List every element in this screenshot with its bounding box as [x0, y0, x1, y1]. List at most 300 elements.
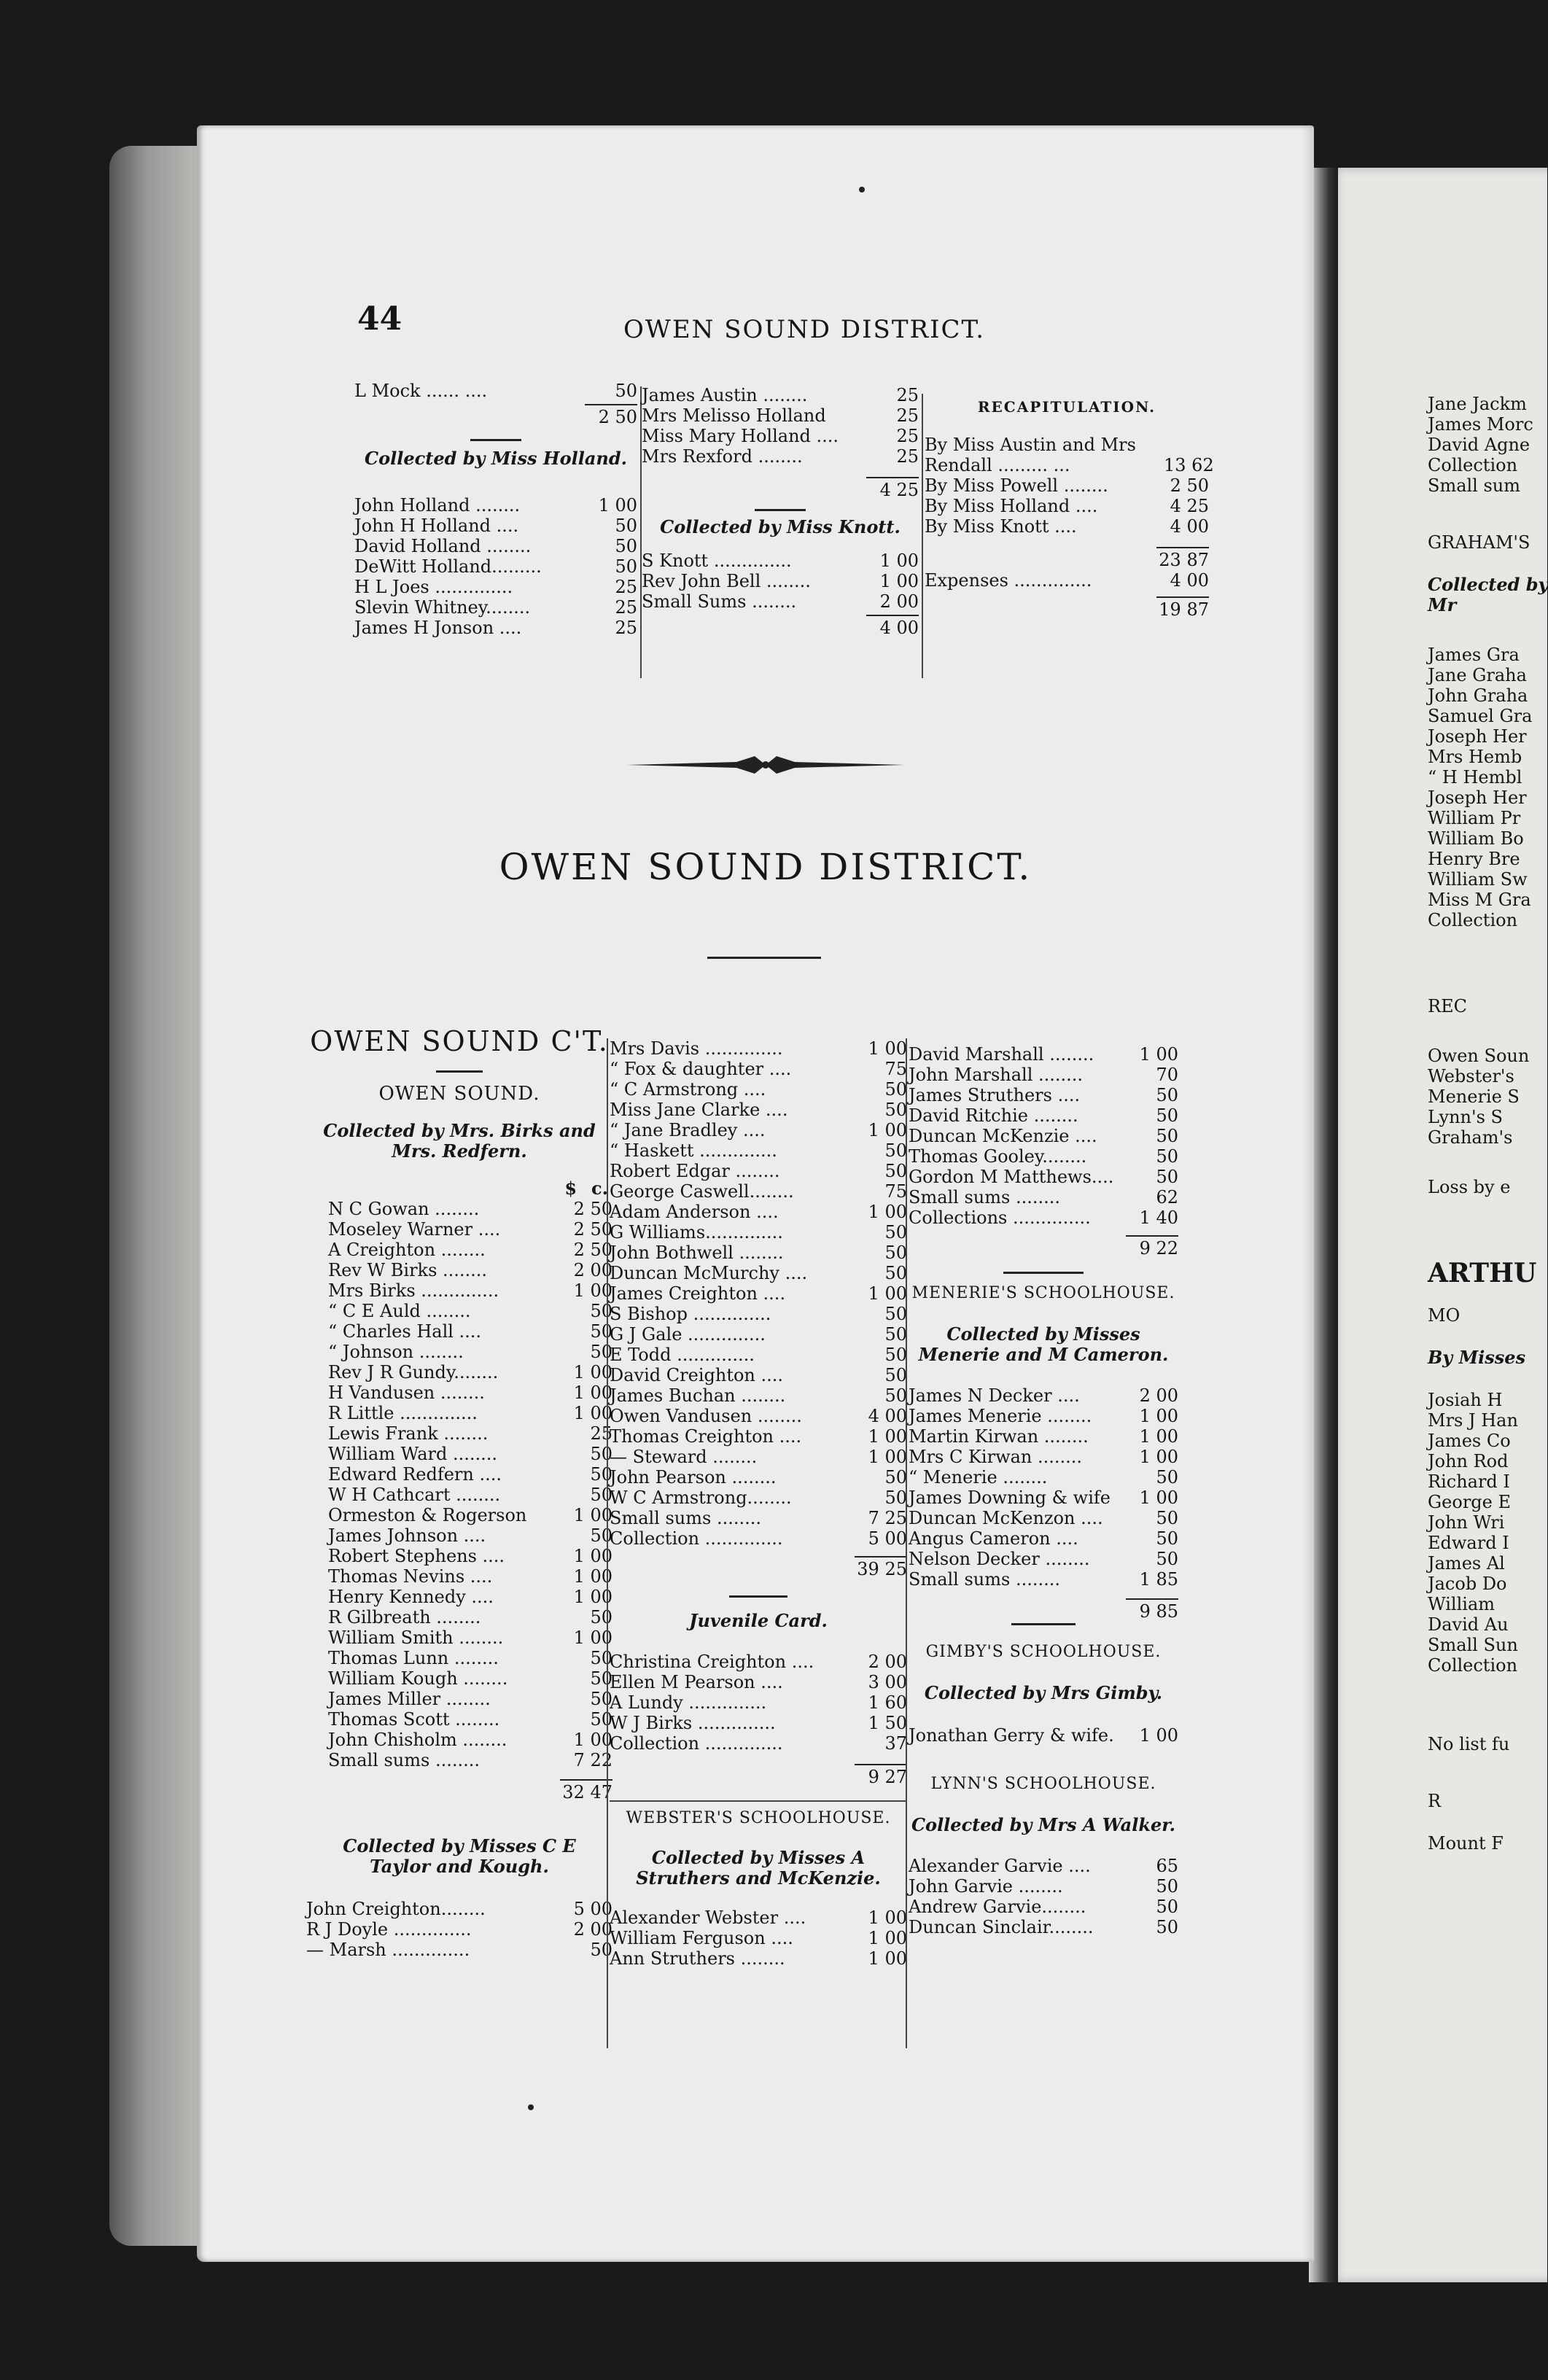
divider — [470, 439, 521, 441]
entry-name: N C Gowan ........ — [328, 1199, 480, 1219]
entry-name: Small sums ........ — [909, 1187, 1060, 1208]
entry-name: DeWitt Holland......... — [354, 556, 542, 577]
entry-amount: 50 — [884, 1140, 907, 1161]
entry-name: Ann Struthers ........ — [610, 1948, 785, 1969]
entry-name: James N Decker .... — [909, 1385, 1080, 1406]
divider — [755, 509, 806, 511]
list-item — [328, 1382, 612, 1403]
entry-amount: 25 — [896, 426, 919, 446]
list-item — [909, 1447, 1178, 1467]
entry-amount: 1 50 — [868, 1713, 907, 1733]
list-item — [642, 405, 919, 426]
entry-name: Thomas Gooley........ — [909, 1146, 1087, 1167]
entry-name: Gordon M Matthews.... — [909, 1167, 1114, 1187]
total: 9 22 — [909, 1235, 1178, 1259]
entry-amount: 1 00 — [598, 495, 637, 516]
facing-line: Samuel Gra — [1428, 706, 1533, 726]
list-item — [642, 385, 919, 405]
section-heading: Collected by Miss Holland. — [365, 448, 627, 469]
list-item: Expenses .............. 4 00 — [925, 570, 1209, 591]
list-item — [610, 1426, 907, 1447]
entry-name: Rev John Bell ........ — [642, 571, 811, 591]
list-item — [610, 1140, 907, 1161]
entry-amount: 25 — [615, 597, 637, 618]
list-item — [909, 1876, 1178, 1897]
entry-amount: 50 — [1156, 1528, 1178, 1549]
facing-line: Joseph Her — [1428, 726, 1527, 747]
divider — [707, 957, 821, 959]
list-item — [610, 1079, 907, 1100]
entry-name: Alexander Webster .... — [610, 1908, 806, 1928]
list-item — [328, 1587, 612, 1607]
facing-line: James Al — [1428, 1553, 1505, 1574]
entry-name: “ Haskett .............. — [610, 1140, 777, 1161]
list-item — [328, 1321, 612, 1342]
list — [1428, 394, 1548, 1854]
entry-amount: 50 — [1156, 1105, 1178, 1126]
list-item — [909, 1146, 1178, 1167]
list-item — [909, 1897, 1178, 1917]
entry-amount: 1 85 — [1139, 1569, 1178, 1590]
entry-name: Small Sums ........ — [642, 591, 797, 612]
entry-amount: 50 — [1156, 1467, 1178, 1488]
facing-page-text — [1428, 394, 1548, 1854]
entry-name: G J Gale .............. — [610, 1324, 766, 1345]
facing-line: Collection — [1428, 1655, 1518, 1676]
entry-name: Mrs C Kirwan ........ — [909, 1447, 1083, 1467]
entry-amount: 3 00 — [868, 1672, 907, 1692]
list — [610, 1038, 907, 1549]
entry-name: Rev J R Gundy........ — [328, 1362, 499, 1382]
entry-name: — Steward ........ — [610, 1447, 758, 1467]
list-item — [328, 1668, 612, 1689]
facing-line: Collection — [1428, 910, 1518, 930]
entry-amount: 25 — [590, 1423, 612, 1444]
entry-amount: 50 — [884, 1324, 907, 1345]
entry-amount: 5 00 — [573, 1899, 612, 1919]
list-item — [610, 1385, 907, 1406]
section-heading: Collected by Miss Knott. — [660, 516, 901, 537]
list-item — [328, 1525, 612, 1546]
entry-amount: 1 00 — [1139, 1406, 1178, 1426]
entry-name: Small sums ........ — [909, 1569, 1060, 1590]
entry-name: “ Johnson ........ — [328, 1342, 464, 1362]
recap-heading: RECAPITULATION. — [977, 398, 1156, 416]
entry-name: Collection .............. — [610, 1528, 783, 1549]
list-item: L Mock ...... .... 50 — [354, 381, 637, 401]
facing-line: Jane Jackm — [1428, 394, 1527, 414]
entry-amount: 1 00 — [868, 1038, 907, 1059]
entry-amount: 1 00 — [868, 1908, 907, 1928]
entry-name: David Marshall ........ — [909, 1044, 1094, 1065]
entry-amount: 1 00 — [573, 1362, 612, 1382]
entry-name: Angus Cameron .... — [909, 1528, 1078, 1549]
facing-line: Mr — [1428, 594, 1457, 615]
entry-name: A Lundy .............. — [610, 1692, 767, 1713]
entry-amount: 1 00 — [573, 1546, 612, 1566]
list-item — [328, 1423, 612, 1444]
facing-line: Joseph Her — [1428, 788, 1527, 808]
facing-line: David Au — [1428, 1614, 1509, 1635]
entry-name: Thomas Scott ........ — [328, 1709, 500, 1730]
entry-amount: 1 00 — [1139, 1426, 1178, 1447]
facing-line: “ H Hembl — [1428, 767, 1522, 788]
entry-amount: 50 — [1156, 1549, 1178, 1569]
section-heading: Collected by Mrs A Walker. — [911, 1814, 1176, 1835]
list-item — [909, 1385, 1178, 1406]
schoolhouse-title: MENERIE'S SCHOOLHOUSE. — [911, 1284, 1175, 1302]
list — [306, 1899, 612, 1960]
entry-amount: 50 — [884, 1304, 907, 1324]
list-item — [610, 1447, 907, 1467]
entry-amount: 1 00 — [573, 1505, 612, 1525]
facing-line: George E — [1428, 1492, 1512, 1512]
schoolhouse-title: WEBSTER'S SCHOOLHOUSE. — [610, 1800, 907, 1827]
entry-amount: 50 — [884, 1488, 907, 1508]
entry-amount: 50 — [1156, 1508, 1178, 1528]
entry-name: “ C E Auld ........ — [328, 1301, 471, 1321]
entry-name: Small sums ........ — [610, 1508, 761, 1528]
entry-amount: 2 50 — [1170, 475, 1209, 496]
entry-name: William Kough ........ — [328, 1668, 508, 1689]
facing-line: Josiah H — [1428, 1390, 1503, 1410]
entry-name: Robert Stephens .... — [328, 1546, 505, 1566]
facing-line: David Agne — [1428, 435, 1531, 455]
top-column-1 — [354, 381, 637, 638]
entry-name: S Bishop .............. — [610, 1304, 771, 1324]
total: 32 47 — [306, 1779, 612, 1802]
total: 19 87 — [925, 596, 1209, 620]
list-item — [909, 1856, 1178, 1876]
list-item — [610, 1406, 907, 1426]
list-item — [610, 1488, 907, 1508]
entry-name: Robert Edgar ........ — [610, 1161, 780, 1181]
list-item — [642, 591, 919, 612]
divider — [1011, 1623, 1076, 1625]
section-heading: Collected by Misses A Struthers and McKenzie. — [636, 1847, 881, 1889]
list-item — [610, 1692, 907, 1713]
subtotal: 4 25 — [642, 477, 919, 500]
list-item — [610, 1528, 907, 1549]
entry-name: John H Holland .... — [354, 516, 519, 536]
facing-line: Lynn's S — [1428, 1107, 1503, 1127]
column-divider — [922, 394, 923, 678]
entry-name: John Holland ........ — [354, 495, 521, 516]
facing-line: James Gra — [1428, 645, 1520, 665]
facing-line: Collected by — [1428, 574, 1548, 595]
entry-amount: 50 — [615, 536, 637, 556]
facing-line: Owen Soun — [1428, 1046, 1530, 1066]
list-item — [610, 1467, 907, 1488]
list-item — [306, 1899, 612, 1919]
circuit-column — [306, 1025, 612, 1960]
facing-line: William Pr — [1428, 808, 1521, 828]
facing-line: Mrs J Han — [1428, 1410, 1518, 1431]
entry-amount: 25 — [896, 405, 919, 426]
entry-name: David Creighton .... — [610, 1365, 784, 1385]
entry-amount: 1 00 — [868, 1202, 907, 1222]
entry-amount: 50 — [884, 1242, 907, 1263]
list-item — [610, 1263, 907, 1283]
list-item — [328, 1240, 612, 1260]
entry-amount: 50 — [1156, 1917, 1178, 1937]
entry-amount: 1 00 — [879, 571, 919, 591]
list-item — [328, 1219, 612, 1240]
list-item — [610, 1508, 907, 1528]
entry-name: Moseley Warner .... — [328, 1219, 501, 1240]
list — [642, 385, 919, 467]
entry-name: “ Charles Hall .... — [328, 1321, 482, 1342]
entry-name: Owen Vandusen ........ — [610, 1406, 802, 1426]
list-item — [610, 1038, 907, 1059]
entry-name: Miss Mary Holland .... — [642, 426, 839, 446]
list-item — [642, 446, 919, 467]
entry-amount: 50 — [884, 1161, 907, 1181]
top-column-2 — [642, 385, 919, 638]
list-item — [610, 1059, 907, 1079]
facing-line: Mrs Hemb — [1428, 747, 1522, 767]
entry-name: David Holland ........ — [354, 536, 532, 556]
entry-name: Thomas Nevins .... — [328, 1566, 493, 1587]
list — [909, 1385, 1178, 1590]
entry-amount: 50 — [884, 1345, 907, 1365]
list-item — [328, 1689, 612, 1709]
list-item — [642, 551, 919, 571]
list-item — [909, 1065, 1178, 1085]
facing-line: John Rod — [1428, 1451, 1509, 1471]
schoolhouse-title: LYNN'S SCHOOLHOUSE. — [930, 1775, 1156, 1793]
entry-amount: 50 — [884, 1467, 907, 1488]
list-item — [925, 435, 1209, 455]
entry-amount: 2 00 — [1139, 1385, 1178, 1406]
divider — [729, 1595, 787, 1598]
list-item — [610, 1713, 907, 1733]
entry-amount: 70 — [1156, 1065, 1178, 1085]
entry-amount: 50 — [590, 1301, 612, 1321]
entry-amount: 1 00 — [573, 1382, 612, 1403]
entry-amount: 2 00 — [879, 591, 919, 612]
entry-amount: 50 — [884, 1385, 907, 1406]
entry-amount: 50 — [884, 1222, 907, 1242]
list-item — [925, 475, 1209, 496]
subtotal: 23 87 — [925, 547, 1209, 570]
facing-line: REC — [1428, 996, 1467, 1016]
entry-amount: 50 — [1156, 1146, 1178, 1167]
list-item — [354, 577, 637, 597]
list-item — [610, 1100, 907, 1120]
entry-name: James Struthers .... — [909, 1085, 1081, 1105]
entry-name: Adam Anderson .... — [610, 1202, 779, 1222]
section-heading: Collected by Misses C E Taylor and Kough. — [343, 1835, 576, 1877]
list-item — [909, 1085, 1178, 1105]
entry-amount: 4 00 — [1170, 516, 1209, 537]
list-item — [610, 1324, 907, 1345]
right-column — [909, 1044, 1178, 1937]
list-item — [328, 1566, 612, 1587]
entry-name: George Caswell........ — [610, 1181, 794, 1202]
facing-line: Jane Graha — [1428, 665, 1527, 685]
list-item — [610, 1672, 907, 1692]
entry-amount: 50 — [884, 1263, 907, 1283]
list-item — [909, 1187, 1178, 1208]
facing-line: R — [1428, 1791, 1442, 1811]
list-item — [328, 1301, 612, 1321]
entry-amount: 1 00 — [868, 1447, 907, 1467]
entry-name: “ Fox & daughter .... — [610, 1059, 792, 1079]
entry-name: H L Joes .............. — [354, 577, 513, 597]
entry-name: Collection .............. — [610, 1733, 783, 1754]
list-item — [610, 1652, 907, 1672]
entry-name: R Gilbreath ........ — [328, 1607, 481, 1628]
list-item — [610, 1242, 907, 1263]
entry-name: Thomas Creighton .... — [610, 1426, 802, 1447]
list-item — [610, 1222, 907, 1242]
list-item — [328, 1260, 612, 1280]
entry-name: Rendall ......... ... — [925, 455, 1070, 475]
entry-amount: 1 40 — [1139, 1208, 1178, 1228]
ornament-divider — [627, 752, 904, 777]
entry-amount: 25 — [615, 577, 637, 597]
facing-line: Miss M Gra — [1428, 890, 1531, 910]
list-item — [354, 536, 637, 556]
list-item — [909, 1126, 1178, 1146]
column-divider — [607, 1038, 608, 2048]
list-item — [328, 1444, 612, 1464]
entry-name: John Bothwell ........ — [610, 1242, 784, 1263]
entry-name: Thomas Lunn ........ — [328, 1648, 499, 1668]
entry-name: Mrs Rexford ........ — [642, 446, 803, 467]
list-item — [328, 1505, 612, 1525]
entry-name: By Miss Holland .... — [925, 496, 1098, 516]
middle-column — [610, 1038, 907, 1969]
list-item — [328, 1403, 612, 1423]
list — [909, 1856, 1178, 1937]
list-item — [610, 1365, 907, 1385]
entry-name: William Smith ........ — [328, 1628, 504, 1648]
list-item — [610, 1928, 907, 1948]
list-item — [328, 1362, 612, 1382]
list-item — [909, 1044, 1178, 1065]
entry-name: Slevin Whitney........ — [354, 597, 531, 618]
entry-amount: 25 — [896, 446, 919, 467]
entry-amount: 2 50 — [573, 1199, 612, 1219]
entry-name: John Creighton........ — [306, 1899, 486, 1919]
entry-name: Nelson Decker ........ — [909, 1549, 1090, 1569]
entry-name: David Ritchie ........ — [909, 1105, 1078, 1126]
facing-line: William Sw — [1428, 869, 1528, 890]
subtotal: 2 50 — [354, 404, 637, 427]
list-item — [909, 1725, 1178, 1746]
entry-name: H Vandusen ........ — [328, 1382, 485, 1403]
schoolhouse-title: GIMBY'S SCHOOLHOUSE. — [925, 1643, 1162, 1661]
entry-amount: 50 — [590, 1525, 612, 1546]
entry-amount: 1 00 — [1139, 1488, 1178, 1508]
entry-amount: 50 — [590, 1607, 612, 1628]
facing-line: Collection — [1428, 455, 1518, 475]
list — [909, 1044, 1178, 1228]
entry-name: Jonathan Gerry & wife. — [909, 1725, 1114, 1746]
entry-amount: 4 00 — [868, 1406, 907, 1426]
entry-name: Collections .............. — [909, 1208, 1091, 1228]
entry-name: Martin Kirwan ........ — [909, 1426, 1089, 1447]
entry-amount: 62 — [1156, 1187, 1178, 1208]
list-item — [610, 1120, 907, 1140]
list-item — [328, 1485, 612, 1505]
facing-line: Small sum — [1428, 475, 1521, 496]
facing-line: MO — [1428, 1305, 1461, 1326]
entry-amount: 50 — [615, 516, 637, 536]
list-item — [610, 1908, 907, 1928]
facing-line: Small Sun — [1428, 1635, 1518, 1655]
entry-amount: 50 — [1156, 1167, 1178, 1187]
list-item — [328, 1546, 612, 1566]
facing-line: By Misses — [1428, 1347, 1526, 1368]
section-title: OWEN SOUND DISTRICT. — [499, 846, 1032, 888]
facing-line: No list fu — [1428, 1734, 1510, 1754]
entry-amount: 50 — [884, 1365, 907, 1385]
list-item — [909, 1569, 1178, 1590]
entry-amount: 50 — [590, 1689, 612, 1709]
entry-amount: 50 — [1156, 1085, 1178, 1105]
entry-name: “ C Armstrong .... — [610, 1079, 766, 1100]
list-item — [909, 1508, 1178, 1528]
facing-line: Richard I — [1428, 1471, 1510, 1492]
list — [925, 435, 1214, 537]
entry-name: R J Doyle .............. — [306, 1919, 472, 1940]
entry-amount: 5 00 — [868, 1528, 907, 1549]
entry-amount: 50 — [590, 1940, 612, 1960]
list-item — [354, 556, 637, 577]
total: 4 00 — [642, 615, 919, 638]
list-item — [909, 1167, 1178, 1187]
entry-amount: 2 00 — [573, 1919, 612, 1940]
list-item — [306, 1919, 612, 1940]
entry-name: — Marsh .............. — [306, 1940, 470, 1960]
entry-amount: 50 — [590, 1648, 612, 1668]
entry-name: By Miss Knott .... — [925, 516, 1077, 537]
entry-amount: 75 — [884, 1181, 907, 1202]
entry-name: Duncan McKenzie .... — [909, 1126, 1097, 1146]
entry-name: Small sums ........ — [328, 1750, 480, 1770]
facing-line: Henry Bre — [1428, 849, 1520, 869]
list — [354, 495, 637, 638]
list-item — [909, 1426, 1178, 1447]
list-item — [610, 1202, 907, 1222]
list-item — [925, 455, 1214, 475]
entry-name: James Miller ........ — [328, 1689, 491, 1709]
list-item — [642, 571, 919, 591]
list-item — [925, 496, 1209, 516]
section-heading: Collected by Mrs Gimby. — [924, 1682, 1163, 1703]
column-divider — [906, 1038, 907, 2048]
entry-name: John Garvie ........ — [909, 1876, 1063, 1897]
entry-name: Duncan McMurchy .... — [610, 1263, 808, 1283]
entry-amount: 25 — [896, 385, 919, 405]
list-item — [610, 1161, 907, 1181]
entry-amount: 2 50 — [573, 1219, 612, 1240]
list-item — [925, 516, 1209, 537]
list-item — [909, 1208, 1178, 1228]
entry-amount: 1 00 — [573, 1403, 612, 1423]
section-heading: Juvenile Card. — [689, 1610, 828, 1631]
list-item — [909, 1105, 1178, 1126]
facing-line: Loss by e — [1428, 1177, 1511, 1197]
entry-name: Mrs Birks .............. — [328, 1280, 499, 1301]
entry-amount: 2 50 — [573, 1240, 612, 1260]
entry-name: E Todd .............. — [610, 1345, 755, 1365]
list-item — [642, 426, 919, 446]
facing-line: William Bo — [1428, 828, 1524, 849]
